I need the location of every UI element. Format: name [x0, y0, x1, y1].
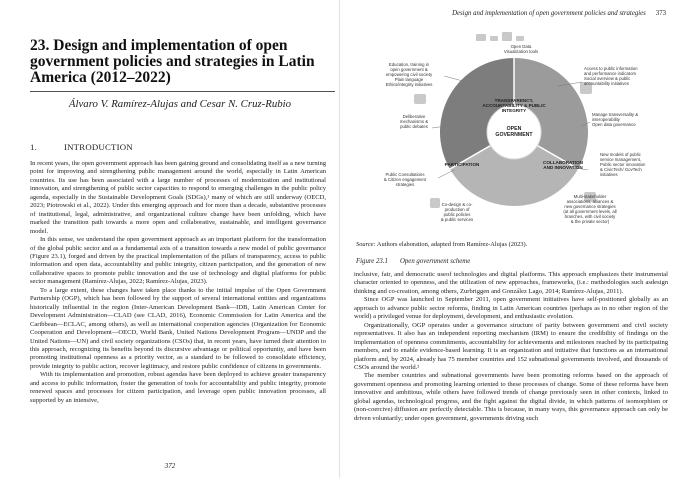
callout-open-data: Open Data Visualization tools [503, 44, 539, 54]
right-page-number: 373 [655, 10, 666, 17]
callout-education: Education, training in open government & empowering civil society Plain language Ethics/integrity initiatives [385, 62, 433, 87]
section-title: INTRODUCTION [64, 142, 133, 152]
callout-access-information: Access to public information and performance indicators Social overview & public accountability initiatives [584, 66, 638, 86]
figure-source [356, 241, 670, 248]
segment-label-participation: PARTICIPATION [444, 162, 480, 167]
right-page [340, 0, 680, 478]
paragraph: Since OGP was launched in September 2011, open government initiatives have self-positioned globally as an approach to advance public sector reforms, finding in Latin American countries (perhaps as in no other region of the world) a privileged venue for deployment, development, and enthusiastic evolution. [354, 296, 668, 321]
callout-manage-transversality: Manage transversality & interoperability Open data governance [592, 112, 639, 127]
figure-number: Figure 23.1 [356, 258, 388, 265]
figure-title: Open government scheme [400, 258, 471, 265]
paragraph: Organizationally, OGP operates under a governance structure of parity between government and civil society representatives. It also has an independent reporting mechanism (IRM) to ensure the credibility of findings on the implementation of openness commitments, accountability for achievements and milestones reached by its participating members, and to enable evidence-based learning. It is an organization and initiative that functions as an international platform and, by 2024, already has 75 member countries and 152 subnational governments involved, and thousands of CSOs around the world.² [354, 321, 668, 371]
open-government-diagram [354, 22, 674, 237]
callout-co-design: Co-design & co- production of public policies & public services [440, 202, 474, 222]
paragraph: In recent years, the open government approach has been gaining ground and consolidating itself as a new turning point for improving and strengthening public management around the world, especially in Latin American countries. Its use has been associated with a large number of processes of modernization and institutional innovation, and strengthening of public sector capacities to respond to emerging challenges in the public policy agenda, especially in the Sustainable Development Goals (SDGs),¹ many of which are still underway (OECD, 2023; Piotrowski et al., 2022). Under this emerging approach and for more than a decade, substantive processes of institutional, legal, administrative, and organizational culture change have been unfolding, which have marked the transition path towards a more open and collaborative, sustainable, and intelligent governance model. [30, 160, 326, 235]
figure-caption [356, 258, 670, 265]
title-rule [30, 91, 335, 92]
source-prefix: Source: [356, 241, 376, 248]
paragraph: To a large extent, these changes have taken place thanks to the initial impulse of the Open Government Partnership (OGP), which has been followed by the support of several international entities and organizations historically influential in the region (Inter-American Development Bank—IDB, Latin American Center for Development Administration—CLAD (see CLAD, 2016), Economic Commission for Latin America and the Caribbean—ECLAC, among others), as well as international cooperation agencies (Organization for Economic Cooperation and Development—OECD, World Bank, United Nations Development Program—UNDP and the United Nations—UN) and civil society organizations (CSOs) that, in recent years, have turned their attention to this approach, recognizing its benefits beyond its discursive advantage or political opportunity, and have been promoting institutional openness as a priority vector, as a standard to be followed to consolidate efficiency, provide integrity to public action, recover legitimacy, and restore public confidence of citizens in governments. [30, 286, 326, 370]
running-head [354, 10, 666, 20]
callout-new-models: New models of public service management, Public sector innovation & CivicTech/ GovTech initiatives [600, 152, 646, 177]
callout-deliberative: Deliberative mechanisms & public debates [399, 114, 429, 129]
center-label [490, 126, 538, 138]
right-body-text [354, 271, 670, 423]
center-label-line-2: GOVERNMENT [495, 132, 533, 138]
center-label-line-1: OPEN [506, 126, 522, 132]
running-head-title: Design and implementation of open government policies and strategies [452, 10, 646, 17]
paragraph: With its implementation and promotion, robust agendas have been deployed to achieve greater transparency and access to public information, foster the generation of tools for accountability and public integrity, promote renewed spaces and processes for citizen participation, and leverage open public innovation processes, all supported by an intensive, [30, 371, 326, 404]
segment-label-collaboration: COLLABORATION AND INNOVATION [543, 160, 583, 170]
paragraph: inclusive, fair, and democratic useof technologies and digital platforms. This approach emphasizes their instrumental character oriented to openness, and the utilization of new approaches, frameworks, (i.e.: methodologies such asdesign thinking and co-creation, among others, Zurbriggen and González Lago, 2014; Ramírez-Alujas, 2011). [354, 271, 668, 295]
segment-label-transparency: TRANSPARENCY, ACCOUNTABILITY & PUBLIC INTEGRITY [482, 98, 546, 113]
callout-public-consultations: Public Consultations & Citizen engagement strategies [383, 172, 427, 187]
paragraph: In this sense, we understand the open government approach as an important platform for the transformation of the global public sector and as a fundamental axis of a transition towards a new model of public governance (Figure 23.1), forged and driven by the practical implementation of the pillars of transparency, access to public information and open data, accountability and public integrity, citizen participation, and the generation of new collaborative spaces to promote public innovation and the use of technology and digital platforms for public sector management (Ramírez-Alujas, 2022; Ramírez-Alujas, 2023). [30, 236, 326, 286]
source-text: Authors elaboration, adapted from Ramírez-Alujas (2023). [376, 241, 528, 248]
left-body-text [30, 160, 326, 405]
left-page-number: 372 [164, 462, 176, 470]
chapter-authors: Álvaro V. Ramírez-Alujas and Cesar N. Cruz-Rubio [68, 98, 292, 110]
callout-multi-stakeholder: Multi-stakeholder associations, alliances & new governance strategies (at all government levels, all branches, with civil society & the private sector) [563, 194, 617, 224]
chapter-title: 23. Design and implementation of open government policies and strategies in Latin America (2012–2022) [30, 37, 315, 86]
paragraph: The member countries and subnational governments have been promoting reforms based on the approach of government openness and promoting learning oriented to these processes of change. Some of these reforms have been innovative and ambitious, while others have followed trends of change previously seen in other contexts, linked to global agendas, technological progress, and the fight against the digital divide, in which patterns of isomorphism or (non-coercive) diffusion are perfectly detectable. This is because, in many ways, this governance approach can only be driven voluntarily; under open government, governments driving such [354, 372, 668, 422]
section-number: 1. [30, 142, 37, 152]
section-heading [30, 142, 326, 152]
